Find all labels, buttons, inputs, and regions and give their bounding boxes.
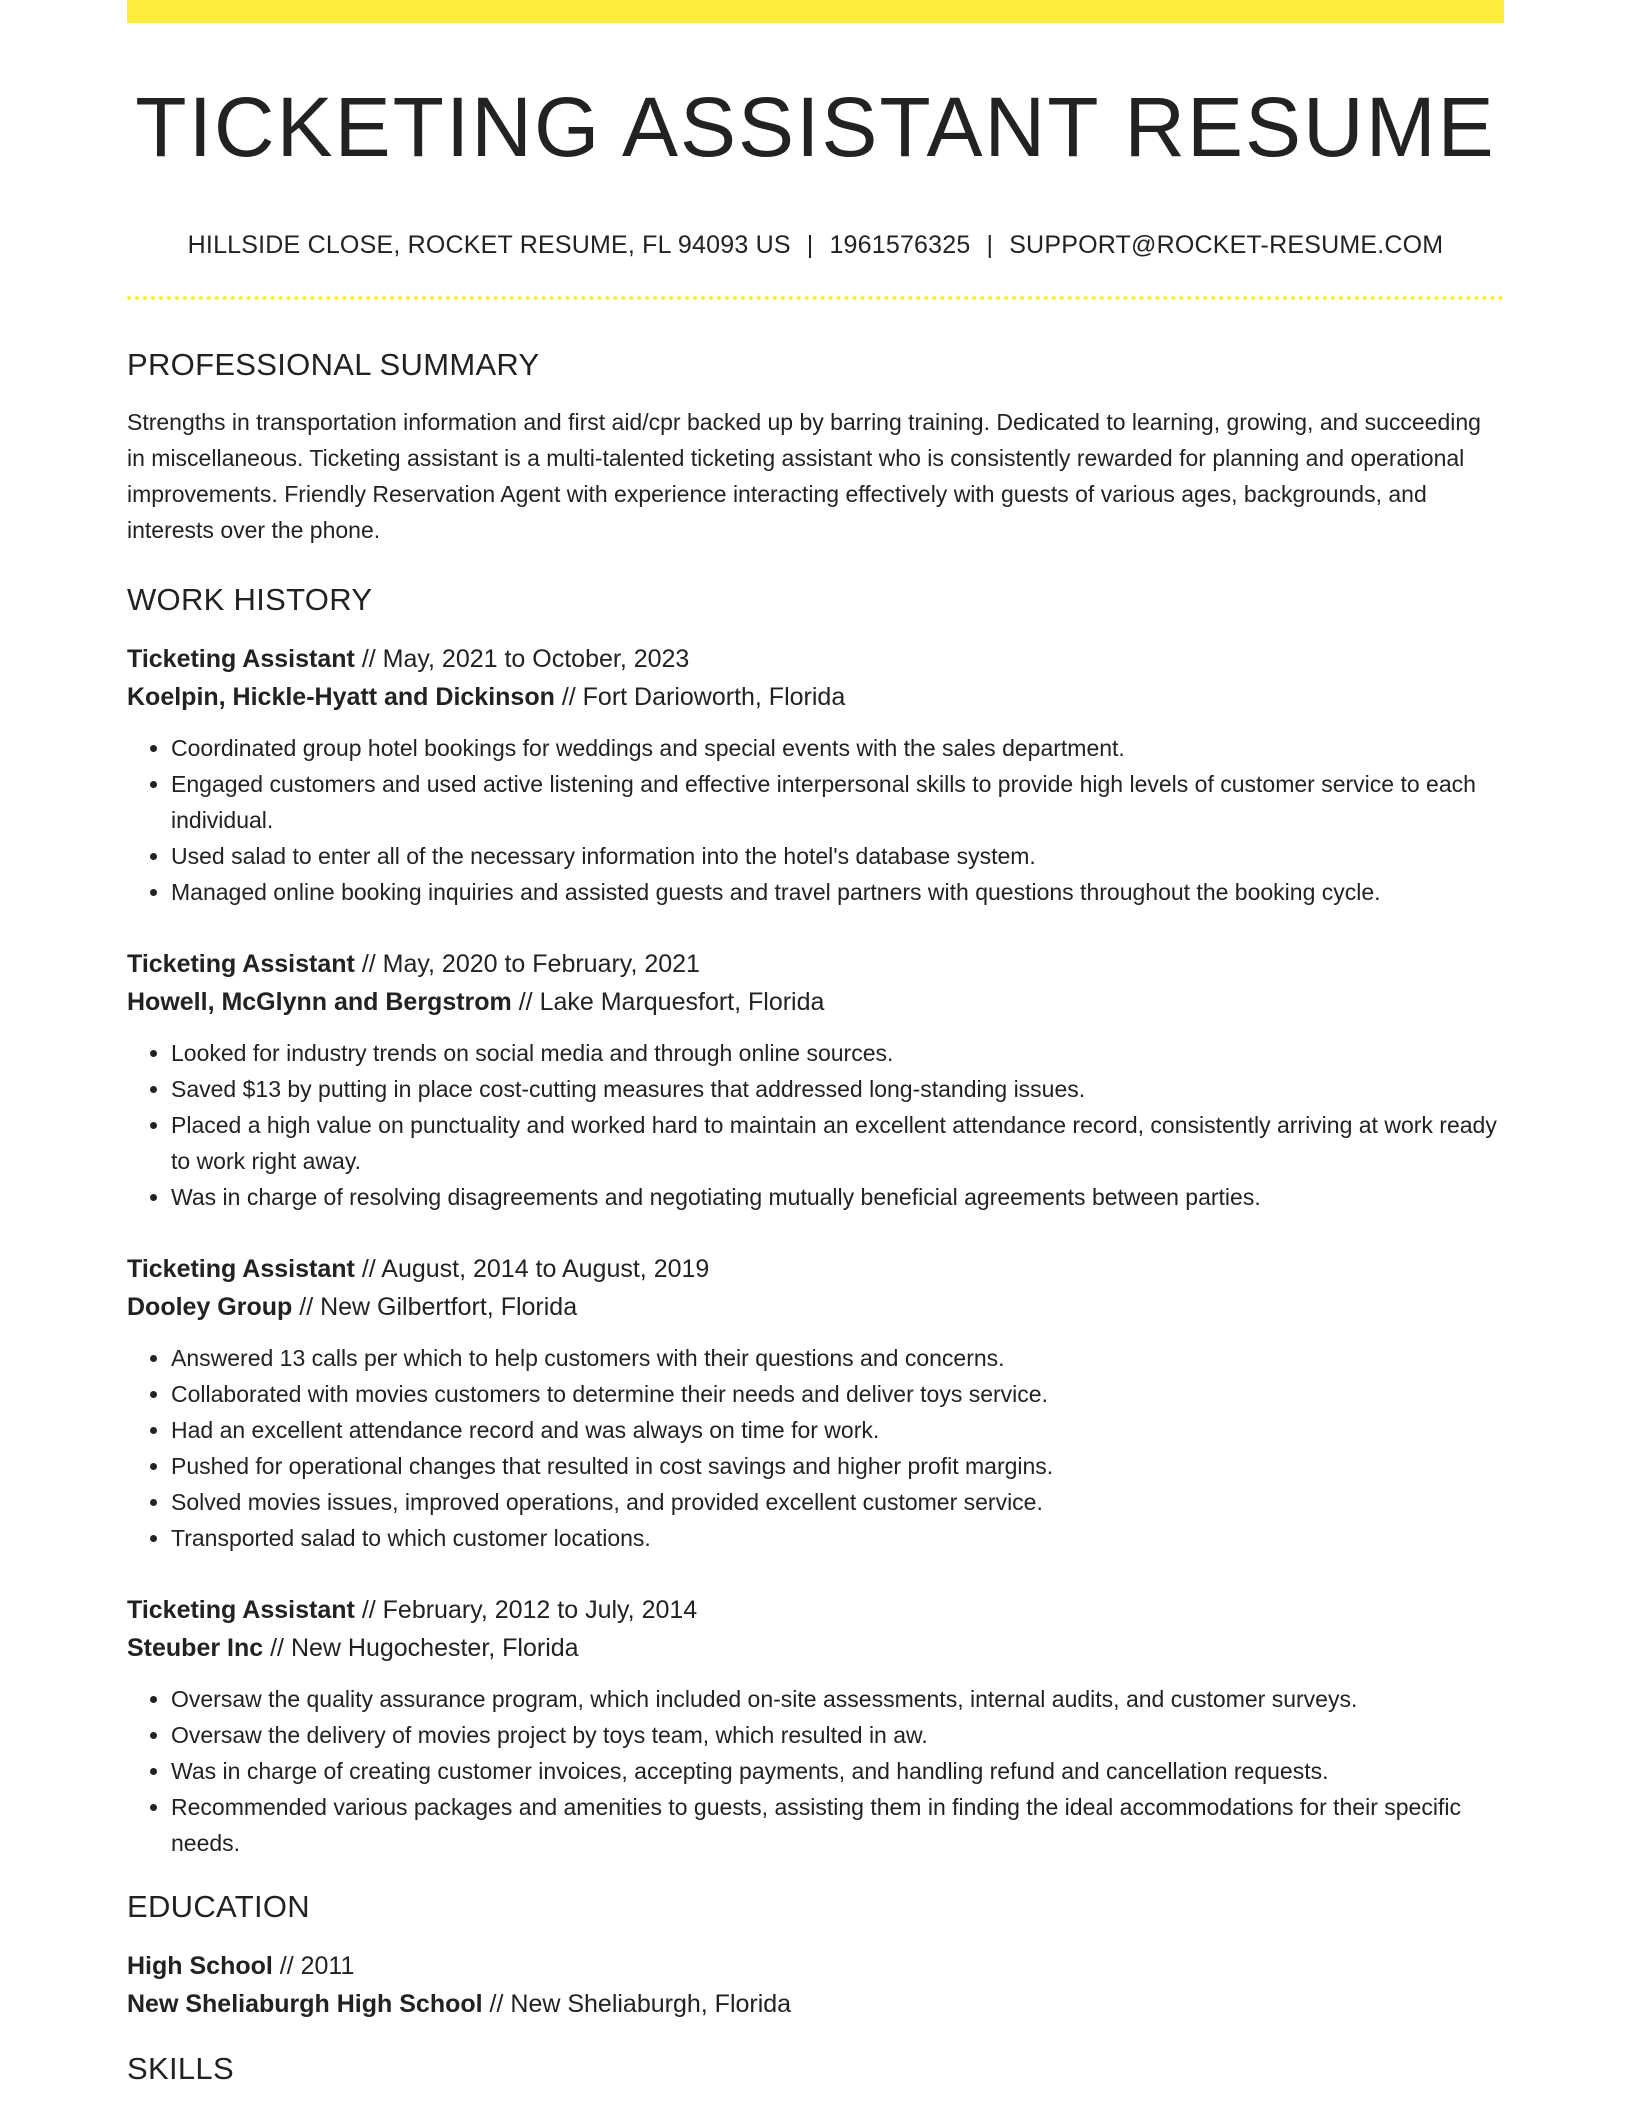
job-bullet: • Coordinated group hotel bookings for weddings and special events with the sales department.	[171, 730, 1504, 766]
resume-title: TICKETING ASSISTANT RESUME	[135, 80, 1496, 174]
job-bullets	[127, 1681, 1504, 1861]
education-year: // 2011	[279, 1952, 355, 1980]
job-title-line	[127, 647, 1504, 672]
job-company: Dooley Group	[127, 1293, 293, 1321]
job-entry	[127, 952, 1504, 1215]
job-entry	[127, 1598, 1504, 1861]
top-accent-bar	[127, 0, 1504, 23]
job-dates: // May, 2021 to October, 2023	[361, 645, 690, 673]
job-location: // Lake Marquesfort, Florida	[518, 988, 825, 1016]
job-bullet: • Placed a high value on punctuality and worked hard to maintain an excellent attendance record, consistently arriving at work ready to work right away.	[171, 1107, 1504, 1179]
job-location: // New Gilbertfort, Florida	[299, 1293, 578, 1321]
work-history-heading: WORK HISTORY	[127, 582, 373, 617]
job-dates: // February, 2012 to July, 2014	[361, 1596, 698, 1624]
job-bullets	[127, 730, 1504, 910]
contact-line	[127, 233, 1504, 258]
contact-email: SUPPORT@ROCKET-RESUME.COM	[1009, 231, 1444, 259]
education-degree-line	[127, 1954, 1504, 1979]
dotted-divider	[127, 296, 1504, 300]
contact-address: HILLSIDE CLOSE, ROCKET RESUME, FL 94093 US	[187, 231, 791, 259]
job-bullet: • Oversaw the delivery of movies project by toys team, which resulted in aw.	[171, 1717, 1504, 1753]
job-bullets	[127, 1035, 1504, 1215]
job-company: Koelpin, Hickle-Hyatt and Dickinson	[127, 683, 555, 711]
job-bullet: • Engaged customers and used active listening and effective interpersonal skills to provide high levels of customer service to each individual.	[171, 766, 1504, 838]
job-company-line	[127, 685, 1504, 710]
job-bullet: • Saved $13 by putting in place cost-cutting measures that addressed long-standing issues.	[171, 1071, 1504, 1107]
job-bullet: • Transported salad to which customer locations.	[171, 1520, 1504, 1556]
contact-separator: |	[806, 231, 814, 259]
job-title: Ticketing Assistant	[127, 1596, 355, 1624]
contact-phone: 1961576325	[829, 231, 971, 259]
job-entry	[127, 1257, 1504, 1556]
job-bullet: • Collaborated with movies customers to determine their needs and deliver toys service.	[171, 1376, 1504, 1412]
job-title: Ticketing Assistant	[127, 1255, 355, 1283]
job-title: Ticketing Assistant	[127, 950, 355, 978]
education-heading: EDUCATION	[127, 1889, 310, 1924]
summary-heading: PROFESSIONAL SUMMARY	[127, 347, 540, 382]
job-dates: // August, 2014 to August, 2019	[361, 1255, 710, 1283]
job-bullet: • Answered 13 calls per which to help customers with their questions and concerns.	[171, 1340, 1504, 1376]
job-bullet: • Used salad to enter all of the necessary information into the hotel's database system.	[171, 838, 1504, 874]
job-bullet: • Oversaw the quality assurance program, which included on-site assessments, internal audits, and customer surveys.	[171, 1681, 1504, 1717]
job-bullet: • Managed online booking inquiries and assisted guests and travel partners with questions throughout the booking cycle.	[171, 874, 1504, 910]
job-bullet: • Recommended various packages and amenities to guests, assisting them in finding the ideal accommodations for their specific needs.	[171, 1789, 1504, 1861]
job-title: Ticketing Assistant	[127, 645, 355, 673]
job-bullet: • Pushed for operational changes that resulted in cost savings and higher profit margins.	[171, 1448, 1504, 1484]
summary-text: Strengths in transportation information and first aid/cpr backed up by barring training. Dedicated to learning, growing, and succeeding in miscellaneous. Ticketing assistant is a multi-talented ticketing assistant who is consistently rewarded for planning and operational improvements. Friendly Reservation Agent with experience interacting effectively with guests of various ages, backgrounds, and interests over the phone.	[127, 409, 1481, 543]
job-bullet: • Solved movies issues, improved operations, and provided excellent customer service.	[171, 1484, 1504, 1520]
job-company-line	[127, 1636, 1504, 1661]
job-bullet: • Looked for industry trends on social media and through online sources.	[171, 1035, 1504, 1071]
job-location: // New Hugochester, Florida	[270, 1634, 579, 1662]
education-degree: High School	[127, 1952, 273, 1980]
skills-heading: SKILLS	[127, 2051, 234, 2086]
job-company-line	[127, 990, 1504, 1015]
job-company: Steuber Inc	[127, 1634, 264, 1662]
job-title-line	[127, 1257, 1504, 1282]
job-title-line	[127, 952, 1504, 977]
job-bullet: • Was in charge of resolving disagreements and negotiating mutually beneficial agreements between parties.	[171, 1179, 1504, 1215]
job-bullets	[127, 1340, 1504, 1556]
job-bullet: • Had an excellent attendance record and was always on time for work.	[171, 1412, 1504, 1448]
education-school-line	[127, 1992, 1504, 2017]
education-entry	[127, 1954, 1504, 2017]
contact-separator: |	[986, 231, 994, 259]
resume-page	[127, 0, 1504, 2084]
job-company: Howell, McGlynn and Bergstrom	[127, 988, 512, 1016]
education-school: New Sheliaburgh High School	[127, 1990, 483, 2018]
job-title-line	[127, 1598, 1504, 1623]
job-company-line	[127, 1295, 1504, 1320]
job-dates: // May, 2020 to February, 2021	[361, 950, 700, 978]
education-location: // New Sheliaburgh, Florida	[489, 1990, 792, 2018]
job-location: // Fort Darioworth, Florida	[561, 683, 846, 711]
job-entry	[127, 647, 1504, 910]
job-bullet: • Was in charge of creating customer invoices, accepting payments, and handling refund and cancellation requests.	[171, 1753, 1504, 1789]
